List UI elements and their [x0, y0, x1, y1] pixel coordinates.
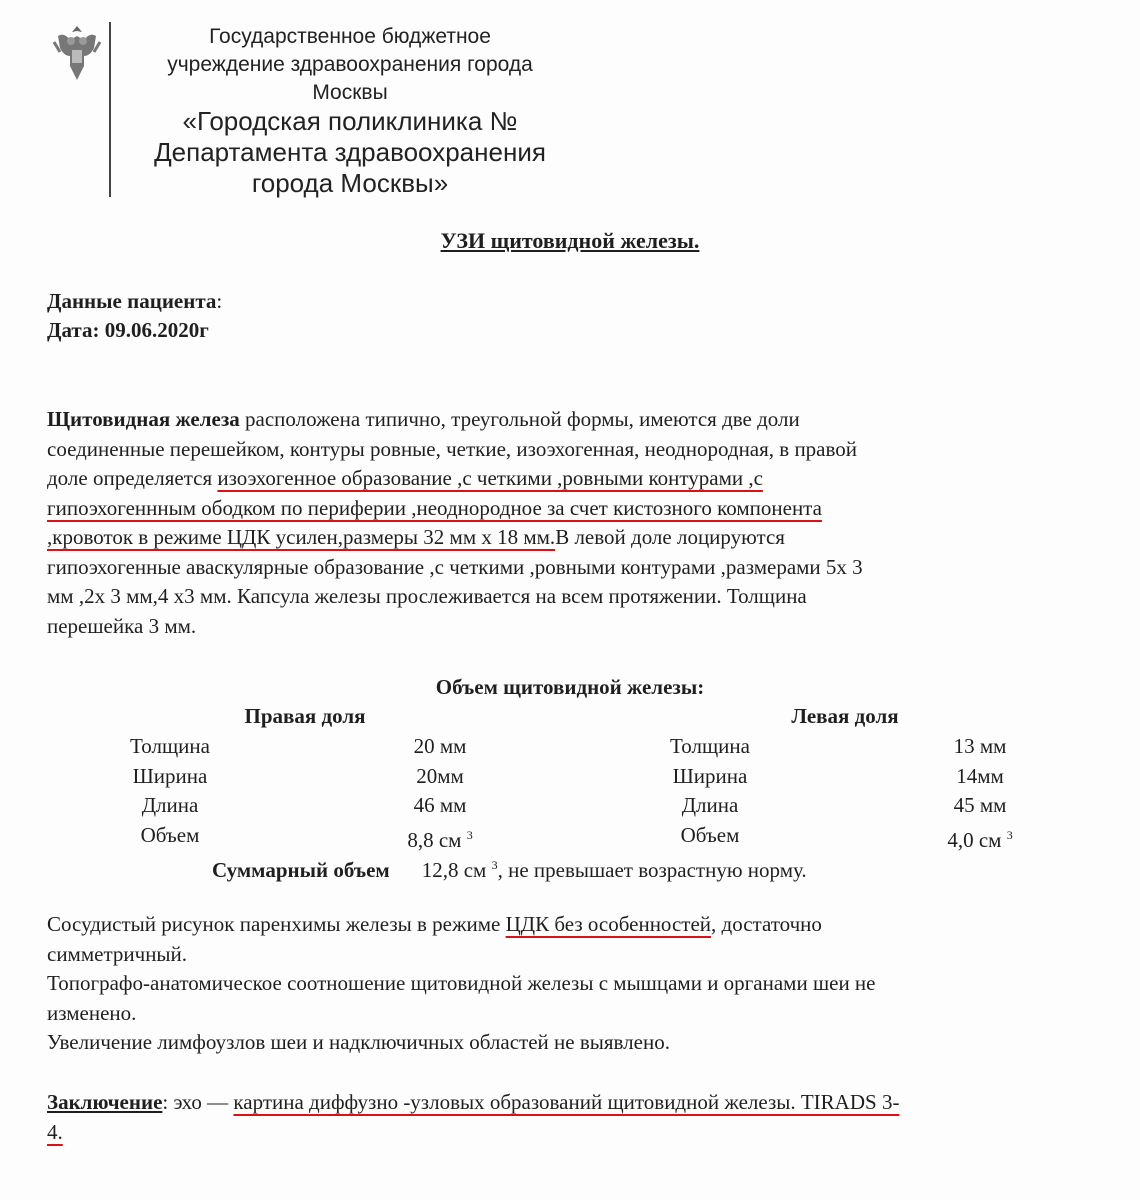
exam-date: Дата: 09.06.2020г	[47, 318, 209, 342]
right-lobe-labels: Толщина Ширина Длина Объем	[130, 734, 210, 847]
coat-of-arms-emblem	[50, 22, 104, 84]
thyroid-description: Щитовидная железа расположена типично, треугольной формы, имеются две доли соединенные перешейком, контуры ровные, четкие, изоэхогенная, неоднородная, в правой доле определяется изоэхогенное образование ,с четкими ,ровными контурами ,с гипоэхогеннным ободком по периферии ,неоднородное за счет кистозного компонента ,кровоток в режиме ЦДК усилен,размеры 32 мм х 18 мм.В левой доле лоцируются гипоэхогенные аваскулярные образование ,с четкими ,ровными контурами ,размерами 5х 3 мм ,2х 3 мм,4 х3 мм. Капсула железы прослеживается на всем протяжении. Толщина перешейка 3 мм.	[47, 407, 863, 638]
patient-data: Данные пациента:	[47, 289, 223, 313]
right-lobe-header: Правая доля	[244, 704, 366, 728]
left-lobe-labels: Толщина Ширина Длина Объем	[670, 734, 750, 847]
total-volume: Суммарный объем 12,8 см $^3$, не превышает возрастную норму.	[212, 858, 807, 882]
conclusion: Заключение: эхо — картина диффузно -узловых образований щитовидной железы. TIRADS 3- 4.	[47, 1090, 900, 1144]
left-lobe-header: Левая доля	[791, 704, 899, 728]
right-lobe-values: 20 мм 20мм 46 мм 8,8 см $^3$	[407, 734, 473, 852]
document-title: УЗИ щитовидной железы.	[440, 228, 700, 253]
left-lobe-values: 13 мм 14мм 45 мм 4,0 см $^3$	[947, 734, 1013, 852]
highlight-cdk: ЦДК без особенностей	[505, 912, 712, 936]
highlight-finding: изоэхогенное образование ,с четкими ,ровными контурами ,с	[217, 466, 763, 490]
organization-name: Государственное бюджетное учреждение здравоохранения города Москвы	[167, 25, 533, 104]
findings: Сосудистый рисунок паренхимы железы в режиме ЦДК без особенностей, достаточно симметричный. Топографо-анатомическое соотношение щитовидной железы с мышцами и органами шеи не изменено. Увеличение лимфоузлов шеи и надключичных областей не выявлено.	[47, 912, 876, 1054]
volume-table-title: Объем щитовидной железы:	[435, 675, 705, 699]
clinic-name: «Городская поликлиника № Департамента здравоохранения города Москвы»	[154, 106, 546, 198]
